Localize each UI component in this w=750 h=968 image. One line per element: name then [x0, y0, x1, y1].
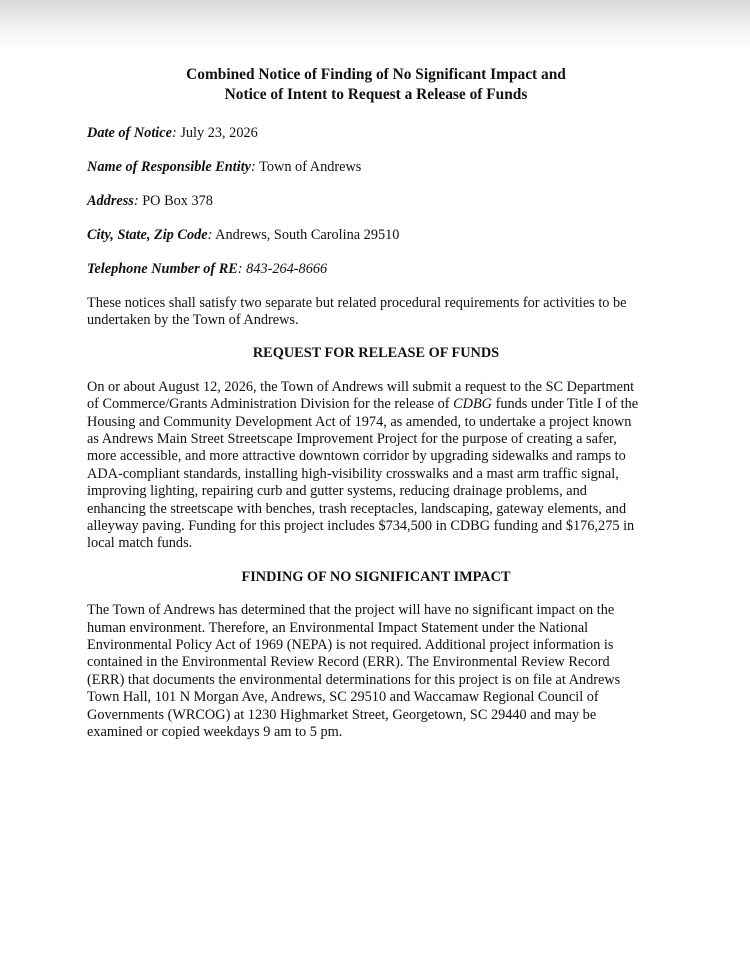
responsible-entity-value: Town of Andrews [259, 158, 362, 175]
responsible-entity-field: Name of Responsible Entity: Town of Andrews [87, 158, 362, 175]
rrof-line: more accessible, and more attractive downtown corridor by upgrading sidewalks and ramps to [87, 448, 626, 465]
rrof-line: improving lighting, repairing curb and gutter systems, reducing drainage problems, and [87, 483, 587, 500]
city-state-zip-value: Andrews, South Carolina 29510 [215, 226, 400, 243]
address-field: Address: PO Box 378 [87, 192, 213, 209]
fonsi-line: contained in the Environmental Review Record (ERR). The Environmental Review Record [87, 654, 610, 671]
fonsi-line: Governments (WRCOG) at 1230 Highmarket Street, Georgetown, SC 29440 and may be [87, 706, 597, 723]
intro-line: undertaken by the Town of Andrews. [87, 311, 299, 328]
notice-title [87, 65, 665, 104]
cdbg-emphasis: CDBG [453, 396, 492, 413]
city-state-zip-label: City, State, Zip Code [87, 226, 208, 243]
rrof-line: Housing and Community Development Act of 1974, as amended, to undertake a project known [87, 413, 632, 430]
rrof-line: ADA-compliant standards, installing high-visibility crosswalks and a mast arm traffic signal, [87, 465, 619, 482]
rrof-line: as Andrews Main Street Streetscape Improvement Project for the purpose of creating a safer, [87, 430, 617, 447]
rrof-text: funds under Title I of the [492, 396, 639, 413]
fonsi-line: Town Hall, 101 N Morgan Ave, Andrews, SC 29510 and Waccamaw Regional Council of [87, 689, 599, 706]
address-label: Address [87, 192, 134, 209]
date-of-notice-value: July 23, 2026 [180, 125, 258, 141]
rrof-line: local match funds. [87, 535, 193, 552]
intro-line: These notices shall satisfy two separate but related procedural requirements for activities to be [87, 294, 627, 311]
scan-shadow [0, 0, 750, 52]
address-value: PO Box 378 [142, 192, 213, 209]
telephone-field: Telephone Number of RE: 843-264-8666 [87, 260, 328, 277]
fonsi-line: examined or copied weekdays 9 am to 5 pm. [87, 724, 343, 741]
fonsi-line: Environmental Policy Act of 1969 (NEPA) is not required. Additional project information is [87, 637, 614, 654]
rrof-line: alleyway paving. Funding for this project includes $734,500 in CDBG funding and $176,275 in [87, 518, 635, 534]
date-of-notice-field: Date of Notice: July 23, 2026 [87, 125, 258, 141]
rrof-text: of Commerce/Grants Administration Division for the release of [87, 396, 454, 413]
city-state-zip-field: City, State, Zip Code: Andrews, South Carolina 29510 [87, 226, 400, 243]
title-line-1: Combined Notice of Finding of No Significant Impact and [186, 66, 566, 83]
telephone-label: Telephone Number of RE [87, 260, 238, 277]
rrof-paragraph [87, 379, 665, 553]
fonsi-heading: FINDING OF NO SIGNIFICANT IMPACT [241, 568, 511, 585]
rrof-heading: REQUEST FOR RELEASE OF FUNDS [252, 345, 500, 362]
intro-paragraph [87, 295, 665, 330]
notice-page [87, 65, 665, 757]
fonsi-line: The Town of Andrews has determined that the project will have no significant impact on the [87, 602, 615, 619]
telephone-value: 843-264-8666 [246, 260, 328, 277]
title-line-2: Notice of Intent to Request a Release of Funds [224, 85, 528, 103]
rrof-line [87, 396, 665, 413]
fonsi-line: (ERR) that documents the environmental determinations for this project is on file at Andrews [87, 671, 621, 688]
fonsi-paragraph [87, 602, 665, 741]
rrof-line: enhancing the streetscape with benches, trash receptacles, landscaping, gateway elements, and [87, 500, 627, 517]
fonsi-line: human environment. Therefore, an Environmental Impact Statement under the National [87, 619, 589, 636]
date-of-notice-label: Date of Notice [87, 125, 172, 141]
rrof-line: On or about August 12, 2026, the Town of Andrews will submit a request to the SC Department [87, 378, 635, 395]
responsible-entity-label: Name of Responsible Entity [87, 158, 252, 175]
